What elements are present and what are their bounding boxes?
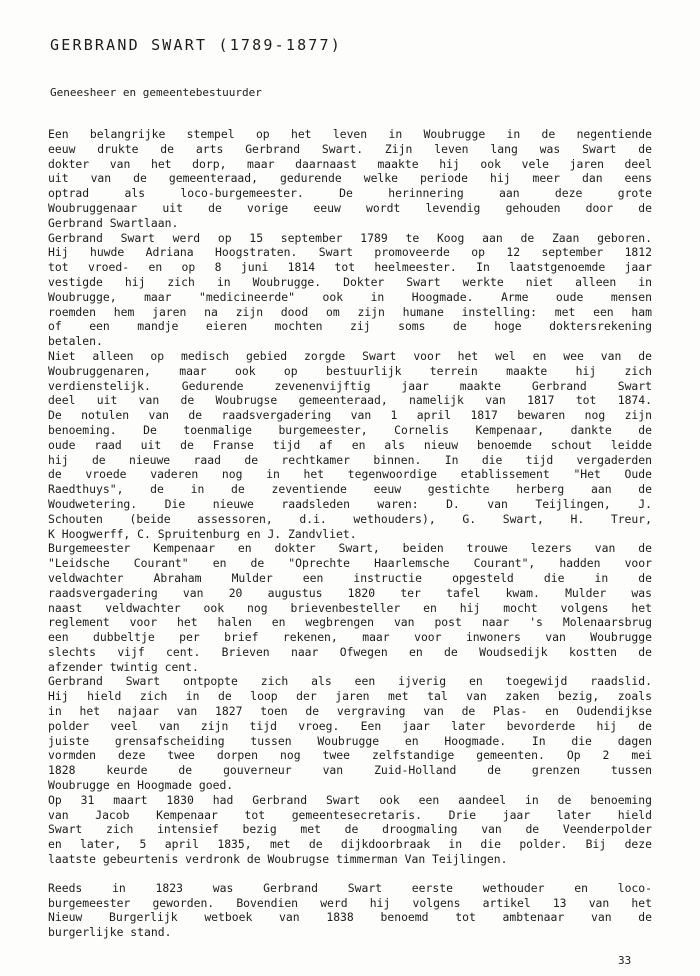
text-line: en later, 5 april 1835, met de dijkdoorbraak in die polder. Bij deze (48, 837, 652, 852)
text-line: juiste grensafscheiding tussen Woubrugge en Hoogmade. In die dagen (48, 733, 652, 748)
text-line: polder veel van zijn tijd vroeg. Een jaar later bevorderde hij de (48, 718, 652, 733)
text-line: slechts vijf cent. Brieven naar Ofwegen en de Woudsedijk kostten de (48, 644, 652, 659)
text-line: Een belangrijke stempel op het leven in Woubrugge in de negentiende (48, 127, 652, 141)
text-line: Gerbrand Swart werd op 15 september 1789 te Koog aan de Zaan geboren. (48, 230, 652, 245)
text-line: naast veldwachter ook nog brievenbesteller en hij mocht volgens het (48, 600, 652, 615)
text-line: raadsvergadering van 20 augustus 1820 ter tafel kwam. Mulder was (48, 585, 652, 600)
text-line: Woubruggenaren, maar ook op bestuurlijk terrein maakte hij zich (48, 363, 652, 378)
text-line: Burgemeester Kempenaar en dokter Swart, beiden trouwe lezers van de (48, 541, 652, 556)
text-line: "Leidsche Courant" en de "Oprechte Haarlemsche Courant", hadden voor (48, 556, 652, 571)
paragraph-gap (48, 867, 652, 881)
text-line: afzender twintig cent. (48, 659, 199, 674)
text-line: optrad als loco-burgemeester. De herinnering aan deze grote (48, 186, 652, 201)
text-line: Gerbrand Swartlaan. (48, 215, 179, 230)
text-line: de vroede vaderen nog in het tegenwoordige etablissement "Het Oude (48, 467, 652, 482)
text-line: vormden deze twee dorpen nog twee zelfstandige gemeenten. Op 2 mei (48, 748, 652, 763)
text-line: Op 31 maart 1830 had Gerbrand Swart ook een aandeel in de benoeming (48, 792, 652, 807)
paragraph (48, 674, 652, 792)
text-line: reglement voor het halen en wegbrengen van post naar 's Molenaarsbrug (48, 615, 652, 630)
page-title: GERBRAND SWART (1789-1877) (50, 36, 342, 54)
text-line: Niet alleen op medisch gebied zorgde Swart voor het wel en wee van de (48, 348, 652, 363)
text-line: uit van de gemeenteraad, gedurende welke periode hij meer dan eens (48, 171, 652, 186)
text-line: van Jacob Kempenaar tot gemeentesecretaris. Drie jaar later hield (48, 807, 652, 822)
text-line: deel uit van de Woubrugse gemeenteraad, namelijk van 1817 tot 1874. (48, 393, 652, 408)
text-line: dokter van het dorp, maar daarnaast maakte hij ook vele jaren deel (48, 156, 652, 171)
text-line: veldwachter Abraham Mulder een instructie opgesteld die in de (48, 570, 652, 585)
text-line: roemden hem jaren na zijn dood om zijn humane instelling: met een ham (48, 304, 652, 319)
text-line: Nieuw Burgerlijk wetboek van 1838 benoemd tot ambtenaar van de (48, 910, 652, 925)
text-line: Woubrugge en Hoogmade goed. (48, 778, 234, 793)
paragraph (48, 231, 652, 349)
text-line: 1828 keurde de gouverneur van Zuid-Holland de grenzen tussen (48, 763, 652, 778)
text-line: Woubrugge, maar "medicineerde" ook in Hoogmade. Arme oude mensen (48, 289, 652, 304)
text-line: Hij hield zich in de loop der jaren met tal van zaken bezig, zoals (48, 689, 652, 704)
text-line: tot vroed- en op 8 juni 1814 tot heelmeester. In laatstgenoemde jaar (48, 260, 652, 275)
text-line: Woudwetering. Die nieuwe raadsleden waren: D. van Teijlingen, J. (48, 496, 652, 511)
text-line: verdienstelijk. Gedurende zevenenvijftig jaar maakte Gerbrand Swart (48, 378, 652, 393)
text-line: burgemeester geworden. Bovendien werd hij volgens artikel 13 van het (48, 895, 652, 910)
text-line: Hij huwde Adriana Hoogstraten. Swart promoveerde op 12 september 1812 (48, 245, 652, 260)
text-line: betalen. (48, 334, 103, 349)
text-line: K Hoogwerff, C. Spruitenburg en J. Zandvliet. (48, 526, 357, 541)
text-line: Gerbrand Swart ontpopte zich als een ijverig en toegewijd raadslid. (48, 674, 652, 689)
text-line: of een mandje eieren mochten zij soms de hoge doktersrekening (48, 319, 652, 334)
text-line: De notulen van de raadsvergadering van 1 april 1817 bewaren nog zijn (48, 408, 652, 423)
article-body (48, 127, 652, 940)
text-line: Swart zich intensief bezig met de droogmaling van de Veenderpolder (48, 822, 652, 837)
text-line: Woubruggenaar uit de vorige eeuw wordt levendig gehouden door de (48, 200, 652, 215)
page-number: 33 (618, 954, 632, 967)
text-line: eeuw drukte de arts Gerbrand Swart. Zijn leven lang was Swart de (48, 141, 652, 156)
text-line: laatste gebeurtenis verdronk de Woubrugse timmerman Van Teijlingen. (48, 852, 508, 867)
text-line: benoeming. De toenmalige burgemeester, Cornelis Kempenaar, dankte de (48, 422, 652, 437)
text-line: een dubbeltje per brief rekenen, maar voor inwoners van Woubrugge (48, 630, 652, 645)
text-line: Schouten (beide assessoren, d.i. wethouders), G. Swart, H. Treur, (48, 511, 652, 526)
paragraph (48, 127, 652, 231)
text-line: burgerlijke stand. (48, 925, 172, 940)
page-subtitle: Geneesheer en gemeentebestuurder (50, 86, 262, 99)
text-line: oude raad uit de Franse tijd af en als nieuw benoemde schout leidde (48, 437, 652, 452)
text-line: hij de nieuwe raad de rechtkamer binnen. In die tijd vergaderden (48, 452, 652, 467)
paragraph (48, 349, 652, 541)
text-line: Raedthuys", de in de zeventiende eeuw gestichte herberg aan de (48, 482, 652, 497)
text-line: Reeds in 1823 was Gerbrand Swart eerste wethouder en loco- (48, 880, 652, 895)
text-line: vestigde hij zich in Woubrugge. Dokter Swart werkte niet alleen in (48, 274, 652, 289)
paragraph (48, 881, 652, 940)
paragraph (48, 793, 652, 867)
text-line: in het najaar van 1827 toen de vergraving van de Plas- en Oudendijkse (48, 704, 652, 719)
paragraph (48, 541, 652, 674)
